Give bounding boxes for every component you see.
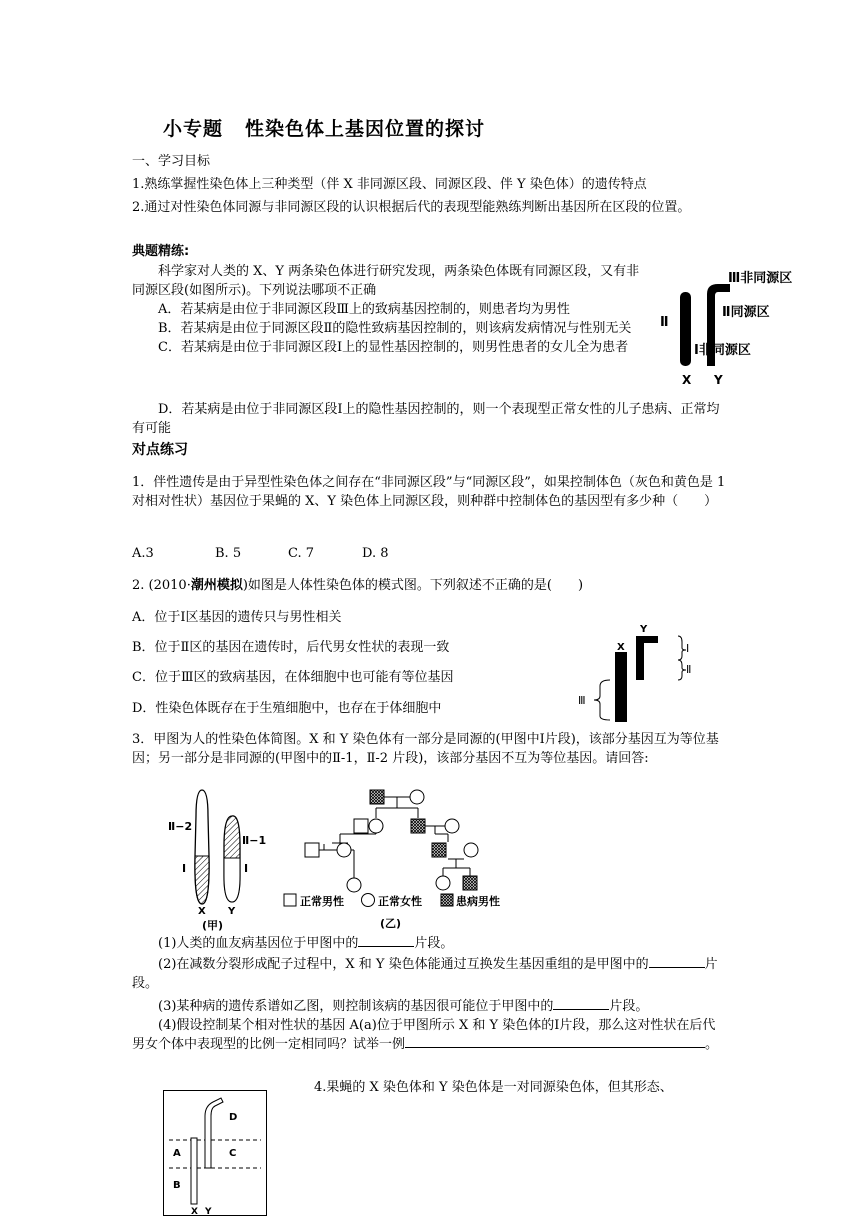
title-part1: 小专题 xyxy=(163,118,224,140)
y-arm xyxy=(636,636,658,643)
brace-3 xyxy=(594,680,610,720)
q3-sub4-end: 。 xyxy=(705,1037,719,1052)
roman-2-left: Ⅱ xyxy=(660,315,669,330)
gen4-female-right xyxy=(436,876,450,890)
legend-affected-symbol xyxy=(441,894,453,906)
fig2-x-label: X xyxy=(617,642,625,653)
x-label: X xyxy=(682,373,692,387)
q4-stem: 4.果蝇的 X 染色体和 Y 染色体是一对同源染色体，但其形态、 xyxy=(314,1080,673,1095)
q2-source: 潮州模拟 xyxy=(190,578,243,593)
q3-sub4-text: (4)假设控制某个相对性状的基因 A(a)位于甲图所示 X 和 Y 染色体的Ⅰ片段，那么这对性状在后代男女个体中表现型的比例一定相同吗？试举一例 xyxy=(132,1018,716,1052)
label-region-1: Ⅰ非同源区 xyxy=(694,343,751,358)
practice-heading: 对点练习 xyxy=(132,442,188,458)
fig4-x: X xyxy=(191,1207,198,1216)
q2-rest: )如图是人体性染色体的模式图。下列叙述不正确的是( ) xyxy=(242,578,584,593)
fig2-y-label: Y xyxy=(640,624,648,635)
title-part2: 性染色体上基因位置的探讨 xyxy=(245,118,486,140)
q3-sub4-blank[interactable] xyxy=(405,1035,705,1048)
q3-sub2-text: (2)在减数分裂形成配子过程中，X 和 Y 染色体能通过互换发生基因重组的是甲图中的 xyxy=(158,957,649,972)
jia-x: X xyxy=(198,906,206,917)
q3-sub1-blank[interactable] xyxy=(358,934,414,947)
q3-sub3 xyxy=(132,997,728,1016)
section1-heading: 一、学习目标 xyxy=(132,154,211,169)
gen4-affected-male xyxy=(463,876,477,890)
y-homologous-segment xyxy=(224,858,240,902)
example-option-a: A．若某病是由位于非同源区段Ⅲ上的致病基因控制的，则患者均为男性 xyxy=(158,302,570,317)
q2-prefix: 2. (2010· xyxy=(132,578,191,593)
q2-option-b: B．位于Ⅱ区的基因在遗传时，后代男女性状的表现一致 xyxy=(132,640,450,655)
label-region-2: Ⅱ同源区 xyxy=(722,305,770,320)
example-option-c: C．若某病是由位于非同源区段Ⅰ上的显性基因控制的，则男性患者的女儿全为患者 xyxy=(158,340,629,355)
label-i-left: Ⅰ xyxy=(182,862,187,875)
q3-sub2-blank[interactable] xyxy=(649,955,705,968)
legend-female-symbol xyxy=(362,894,375,907)
gen2-female-right xyxy=(445,819,459,833)
q3-sub1-end: 片段。 xyxy=(414,936,454,951)
q3-sub3-blank[interactable] xyxy=(553,997,609,1010)
jia-y: Y xyxy=(228,906,236,917)
gen2-male-left xyxy=(354,819,368,833)
fig4-c: C xyxy=(229,1148,237,1159)
q3-sub4 xyxy=(132,1016,728,1054)
fig2-region-3: Ⅲ xyxy=(578,694,586,707)
q2-option-d: D．性染色体既存在于生殖细胞中，也存在于体细胞中 xyxy=(132,701,442,716)
q3-stem: 3．甲图为人的性染色体简图。X 和 Y 染色体有一部分是同源的(甲图中Ⅰ片段)，该部分基因互为等位基因；另一部分是非同源的(甲图中的Ⅱ-1，Ⅱ-2 片段)，该部分基因不互为等位基因。请回答: xyxy=(132,732,719,766)
q2-stem xyxy=(132,576,728,595)
fig4-b: B xyxy=(173,1180,181,1191)
example-heading: 典题精练: xyxy=(132,244,190,259)
pedigree-lines xyxy=(312,797,470,878)
fig-jia xyxy=(160,786,280,932)
yi-caption: (乙) xyxy=(380,917,402,930)
gen3-female-right xyxy=(464,843,478,857)
q1-option-a: A.3 xyxy=(132,546,154,561)
gen1-female xyxy=(410,790,424,804)
label-i-right: Ⅰ xyxy=(244,862,249,875)
q1-stem: 1．伴性遗传是由于异型性染色体之间存在“非同源区段”与“同源区段”，如果控制体色（灰色和黄色是 1 对相对性状）基因位于果蝇的 X、Y 染色体上同源区段，则种群中控制体色的基因型有多少种（ ） xyxy=(132,475,726,509)
fig-yi-pedigree xyxy=(280,786,520,932)
page-title xyxy=(163,114,485,141)
fruitfly-xy-figure xyxy=(163,1090,267,1216)
q2-option-a: A．位于Ⅰ区基因的遗传只与男性相关 xyxy=(132,610,342,625)
brace-1 xyxy=(678,636,686,660)
q3-sub3-text: (3)某种病的遗传系谱如乙图，则控制该病的基因很可能位于甲图中的 xyxy=(158,999,554,1014)
q1-option-d: D. 8 xyxy=(362,546,389,561)
gen4-female xyxy=(347,878,361,892)
fig2-region-2: Ⅱ xyxy=(686,663,692,676)
q3-sub1-text: (1)人类的血友病基因位于甲图中的 xyxy=(158,936,359,951)
fig4-a: A xyxy=(173,1148,181,1159)
legend-female: 正常女性 xyxy=(378,895,422,908)
example-option-b: B．若某病是由位于同源区段Ⅱ的隐性致病基因控制的，则该病发病情况与性别无关 xyxy=(158,321,632,336)
legend-male-symbol xyxy=(284,894,296,906)
sex-chromosome-model-figure xyxy=(570,620,700,724)
gen1-affected-male xyxy=(370,790,384,804)
gen3-female xyxy=(337,843,351,857)
gen2-affected-male xyxy=(411,819,425,833)
label-region-3: Ⅲ非同源区 xyxy=(728,271,793,286)
example-option-d: D．若某病是由位于非同源区段Ⅰ上的隐性基因控制的，则一个表现型正常女性的儿子患病、正常均有可能 xyxy=(132,402,720,436)
fig2-region-1: Ⅰ xyxy=(686,642,690,655)
x-homologous-segment xyxy=(195,856,209,904)
legend-male: 正常男性 xyxy=(300,895,344,908)
label-ii2: Ⅱ−2 xyxy=(168,820,193,833)
example-question xyxy=(132,262,652,357)
goal-1: 1.熟练掌握性染色体上三种类型（伴 X 非同源区段、同源区段、伴 Y 染色体）的遗传特点 xyxy=(132,177,647,192)
gen3-affected-male xyxy=(432,843,446,857)
jia-caption: (甲) xyxy=(202,919,224,932)
q3-sub3-end: 片段。 xyxy=(609,999,649,1014)
label-ii1: Ⅱ−1 xyxy=(242,834,267,847)
x-bar xyxy=(615,652,627,722)
fig4-x-chromosome xyxy=(191,1138,197,1204)
q3-sub2 xyxy=(132,955,728,993)
q1-options xyxy=(132,544,389,563)
q3-sub1 xyxy=(132,934,728,953)
x-chromosome-shape xyxy=(680,292,691,366)
gen3-male xyxy=(305,843,319,857)
fig4-d: D xyxy=(229,1112,238,1123)
y-label: Y xyxy=(714,373,723,387)
example-stem: 科学家对人类的 X、Y 两条染色体进行研究发现，两条染色体既有同源区段，又有非同源区段(如图所示)。下列说法哪项不正确 xyxy=(132,264,640,298)
goal-2: 2.通过对性染色体同源与非同源区段的认识根据后代的表现型能熟练判断出基因所在区段的位置。 xyxy=(132,200,691,215)
xy-homology-figure xyxy=(652,262,812,390)
fig4-y: Y xyxy=(205,1207,212,1216)
q1-option-c: C. 7 xyxy=(288,546,315,561)
brace-2 xyxy=(678,660,686,680)
q1-option-b: B. 5 xyxy=(215,546,242,561)
q2-option-c: C．位于Ⅲ区的致病基因，在体细胞中也可能有等位基因 xyxy=(132,670,454,685)
q3-sub2-end: 片段。 xyxy=(132,957,718,991)
legend-affected: 患病男性 xyxy=(456,895,500,908)
gen2-female xyxy=(369,819,383,833)
